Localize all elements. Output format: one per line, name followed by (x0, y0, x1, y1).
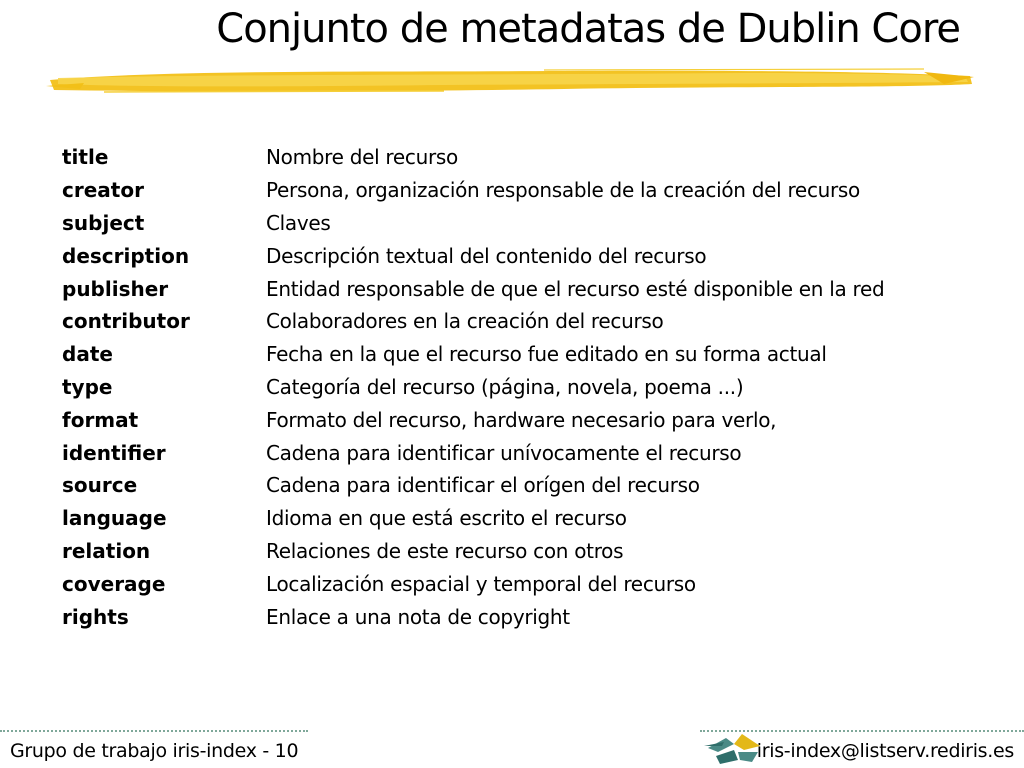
definition-description: Idioma en que está escrito el recurso (266, 506, 627, 531)
definition-row (62, 469, 962, 502)
slide-title: Conjunto de metadatas de Dublin Core (216, 6, 960, 52)
definition-term: coverage (62, 571, 166, 596)
definition-row (62, 272, 962, 305)
definition-description: Claves (266, 210, 331, 235)
definition-term: identifier (62, 440, 166, 465)
definition-list (62, 141, 962, 633)
definition-row (62, 174, 962, 207)
definition-description: Formato del recurso, hardware necesario para verlo, (266, 407, 777, 432)
definition-term: description (62, 243, 190, 268)
definition-term: type (62, 374, 113, 399)
definition-term: date (62, 342, 113, 367)
definition-description: Categoría del recurso (página, novela, poema ...) (266, 374, 744, 399)
definition-term: title (62, 145, 109, 170)
definition-row (62, 141, 962, 174)
definition-term: rights (62, 604, 129, 629)
definition-term: source (62, 473, 138, 498)
definition-row (62, 600, 962, 633)
definition-row (62, 371, 962, 404)
definition-description: Localización espacial y temporal del recurso (266, 571, 696, 596)
definition-row (62, 567, 962, 600)
footer-group-label: Grupo de trabajo iris-index - 10 (10, 740, 299, 762)
definition-term: relation (62, 538, 151, 563)
footer-divider-left (0, 730, 308, 732)
definition-description: Cadena para identificar el orígen del recurso (266, 473, 700, 498)
definition-description: Descripción textual del contenido del recurso (266, 243, 707, 268)
definition-description: Enlace a una nota de copyright (266, 604, 570, 629)
definition-description: Cadena para identificar unívocamente el recurso (266, 440, 742, 465)
definition-description: Nombre del recurso (266, 145, 458, 170)
footer-email: iris-index@listserv.rediris.es (756, 740, 1014, 762)
definition-term: language (62, 506, 167, 531)
definition-row (62, 338, 962, 371)
definition-description: Fecha en la que el recurso fue editado en su forma actual (266, 342, 827, 367)
definition-term: publisher (62, 276, 169, 301)
definition-row (62, 207, 962, 240)
definition-row (62, 403, 962, 436)
definition-row (62, 239, 962, 272)
definition-row (62, 502, 962, 535)
rediris-logo-icon (704, 730, 764, 766)
definition-description: Persona, organización responsable de la creación del recurso (266, 178, 860, 203)
definition-term: creator (62, 178, 144, 203)
definition-row (62, 436, 962, 469)
definition-term: subject (62, 210, 145, 235)
definition-description: Entidad responsable de que el recurso esté disponible en la red (266, 276, 885, 301)
definition-term: contributor (62, 309, 190, 334)
definition-row (62, 305, 962, 338)
definition-term: format (62, 407, 139, 432)
definition-row (62, 535, 962, 568)
definition-description: Colaboradores en la creación del recurso (266, 309, 664, 334)
definition-description: Relaciones de este recurso con otros (266, 538, 624, 563)
title-underline-brush (44, 62, 974, 102)
